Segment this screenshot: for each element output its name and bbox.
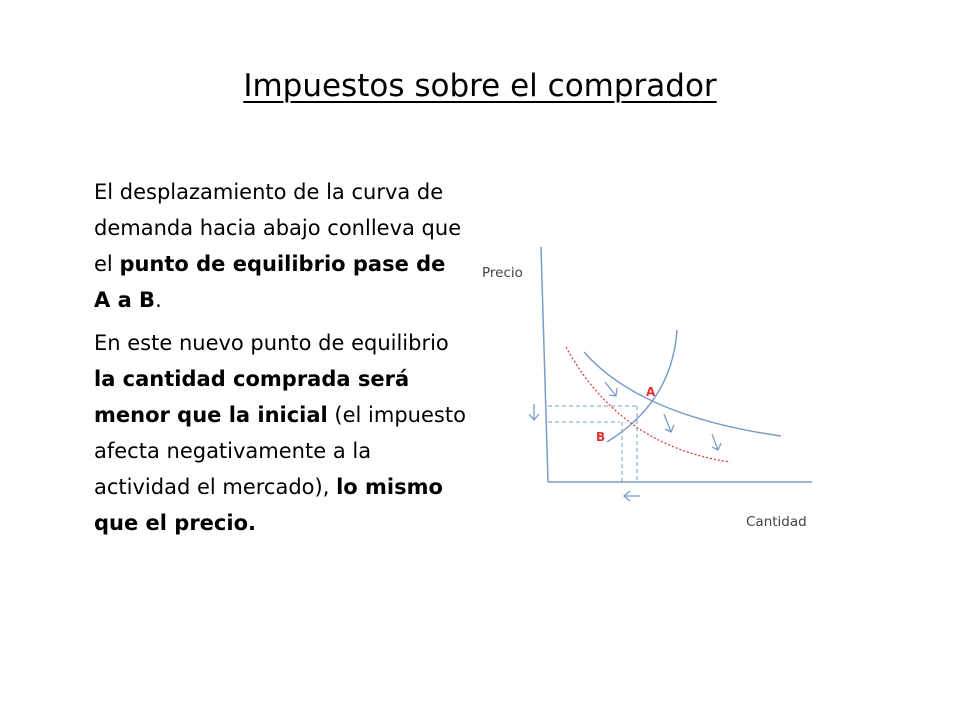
paragraph1-run-2: . <box>155 288 162 312</box>
point-a-label: A <box>646 385 656 399</box>
paragraph2-run-0: En este nuevo punto de equilibrio <box>94 331 449 355</box>
paragraph2-run-2: (el impuesto afecta negativamente a la actividad el mercado), <box>94 403 466 499</box>
y-axis <box>541 247 548 482</box>
arrow-demand-shift-3-icon <box>712 434 721 450</box>
arrow-demand-shift-2-icon <box>664 414 674 432</box>
new-demand-curve <box>566 347 730 462</box>
supply-curve <box>607 330 677 442</box>
arrow-price-down-icon <box>529 404 539 420</box>
point-b-label: B <box>596 430 606 444</box>
arrow-demand-shift-1-icon <box>605 382 617 396</box>
paragraph2-run-1: la cantidad comprada será menor que la inicial <box>94 367 410 427</box>
y-axis-label: Precio <box>482 265 523 281</box>
paragraph2-run-3: lo mismo que el precio. <box>94 475 443 535</box>
paragraph1-run-1: punto de equilibrio pase de A a B <box>94 252 446 312</box>
x-axis-label: Cantidad <box>746 514 807 530</box>
slide-title: Impuestos sobre el comprador <box>243 68 717 104</box>
original-demand-curve <box>584 352 781 436</box>
arrow-quantity-left-icon <box>624 491 640 501</box>
paragraph1-run-0: El desplazamiento de la curva de demanda hacia abajo conlleva que el <box>94 180 462 276</box>
